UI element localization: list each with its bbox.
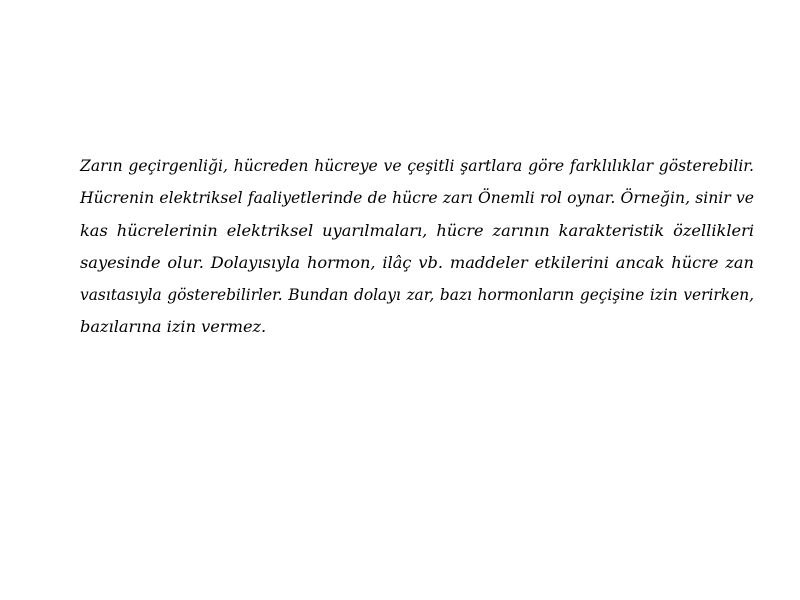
body-paragraph [80, 150, 754, 344]
paragraph-line: Hücrenin elektriksel faaliyetlerinde de hücre zarı Önemli rol oynar. Örneğin, sinir ve [80, 189, 754, 208]
paragraph-line: kas hücrelerinin elektriksel uyarılmaları, hücre zarının karakteristik özellikleri [80, 220, 754, 240]
paragraph-line: sayesinde olur. Dolayısıyla hormon, ilâç vb. maddeler etkilerini ancak hücre zan [80, 252, 754, 272]
paragraph-line: bazılarına izin vermez. [80, 317, 267, 337]
paragraph-line: Zarın geçirgenliği, hücreden hücreye ve çeşitli şartlara göre farklılıklar gösterebilir. [80, 157, 754, 175]
paragraph-line: vasıtasıyla gösterebilirler. Bundan dolayı zar, bazı hormonların geçişine izin verirken, [80, 286, 754, 305]
